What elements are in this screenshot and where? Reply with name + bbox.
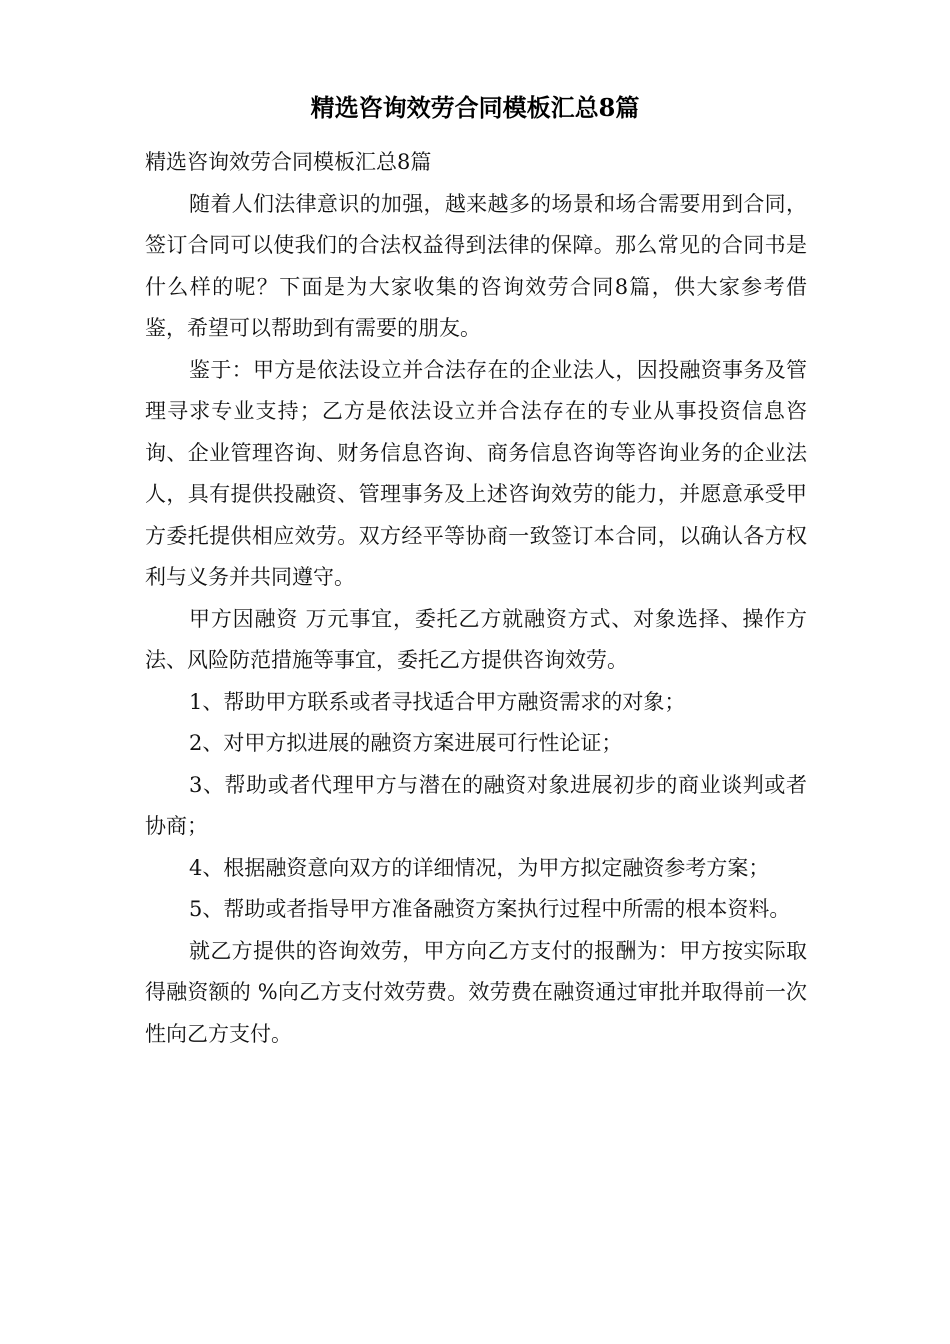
- list-item: 4、根据融资意向双方的详细情况，为甲方拟定融资参考方案；: [189, 855, 770, 880]
- document-body: [145, 142, 807, 1055]
- document-title: 精选咨询效劳合同模板汇总8篇: [310, 93, 640, 122]
- paragraph-intro: 随着人们法律意识的加强，越来越多的场景和场合需要用到合同，签订合同可以使我们的合法权益得到法律的保障。那么常见的合同书是什么样的呢？下面是为大家收集的咨询效劳合同8篇，供大家参考借鉴，希望可以帮助到有需要的朋友。: [145, 191, 807, 340]
- paragraph-whereas: 鉴于：甲方是依法设立并合法存在的企业法人，因投融资事务及管理寻求专业支持；乙方是依法设立并合法存在的专业从事投资信息咨询、企业管理咨询、财务信息咨询、商务信息咨询等咨询业务的企业法人，具有提供投融资、管理事务及上述咨询效劳的能力，并愿意承受甲方委托提供相应效劳。双方经平等协商一致签订本合同，以确认各方权利与义务并共同遵守。: [145, 357, 807, 589]
- document-subtitle: 精选咨询效劳合同模板汇总8篇: [145, 150, 432, 174]
- list-item: 5、帮助或者指导甲方准备融资方案执行过程中所需的根本资料。: [189, 897, 791, 921]
- paragraph-payment: 就乙方提供的咨询效劳，甲方向乙方支付的报酬为：甲方按实际取得融资额的 %向乙方支付效劳费。效劳费在融资通过审批并取得前一次性向乙方支付。: [145, 938, 807, 1046]
- list-item: 3、帮助或者代理甲方与潜在的融资对象进展初步的商业谈判或者协商；: [145, 772, 807, 838]
- paragraph-entrustment: 甲方因融资 万元事宜，委托乙方就融资方式、对象选择、操作方法、风险防范措施等事宜，委托乙方提供咨询效劳。: [145, 606, 807, 672]
- list-item: 1、帮助甲方联系或者寻找适合甲方融资需求的对象；: [189, 689, 686, 714]
- list-item: 2、对甲方拟进展的融资方案进展可行性论证；: [189, 731, 623, 755]
